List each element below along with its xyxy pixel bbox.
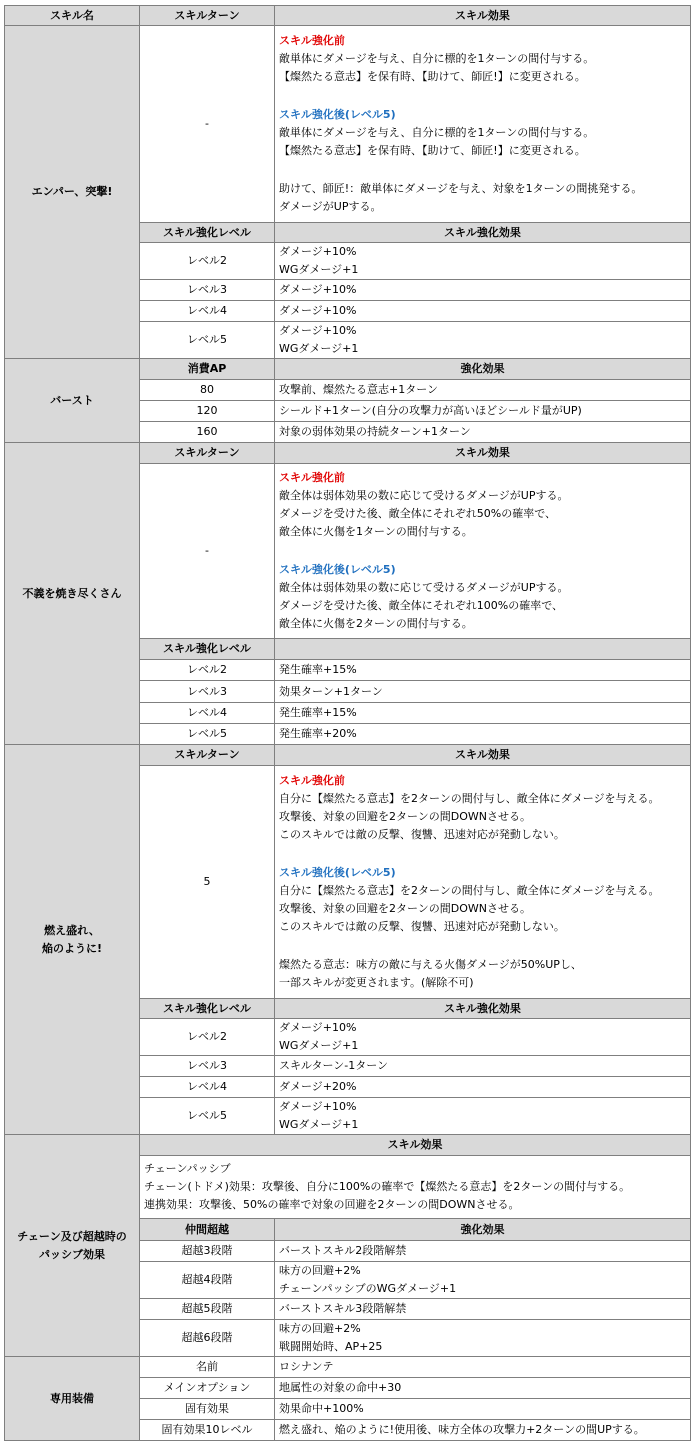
skill2-level-effect: 発生確率+15%	[275, 660, 691, 681]
skill2-name: 不義を焼き尽くさん	[5, 443, 140, 745]
skill1-sub-h1: スキル強化レベル	[140, 223, 275, 243]
skill3-name-line: 焔のように!	[41, 941, 103, 955]
equip-name: 専用装備	[5, 1357, 140, 1441]
skill3-level-effect: ダメージ+20%	[275, 1077, 691, 1098]
skill1-level-effect: ダメージ+10%	[275, 280, 691, 301]
skill1-after-line: 【燦然たる意志】を保有時、【助けて、師匠!】に変更される。	[279, 144, 586, 157]
skill1-before-line: 敵単体にダメージを与え、自分に標的を1ターンの間付与する。	[279, 52, 595, 65]
skill3-level: レベル2	[140, 1019, 275, 1056]
skill1-level: レベル4	[140, 301, 275, 322]
transcend-level: 超越4段階	[140, 1262, 275, 1299]
skill3-name	[5, 745, 140, 1135]
skill3-after-line: このスキルでは敵の反撃、復讐、迅速対応が発動しない。	[279, 920, 565, 933]
header-skill-turn: スキルターン	[140, 6, 275, 26]
skill1-sub-h2: スキル強化効果	[275, 223, 691, 243]
skill2-before-line: ダメージを受けた後、敵全体にそれぞれ50%の確率で、	[279, 507, 557, 520]
transcend-h2: 強化効果	[275, 1219, 691, 1241]
transcend-effect: バーストスキル2段階解禁	[275, 1241, 691, 1262]
burst-ap: 160	[140, 422, 275, 443]
skill2-h-turn: スキルターン	[140, 443, 275, 464]
effect-line: チェーンパッシブのWGダメージ+1	[279, 1282, 457, 1295]
skill1-name: エンパー、突撃!	[5, 26, 140, 359]
transcend-h1: 仲間超越	[140, 1219, 275, 1241]
burst-effect: 攻撃前、燦然たる意志+1ターン	[275, 380, 691, 401]
chain-name-line: パッシブ効果	[39, 1247, 105, 1261]
skill3-level-effect: スキルターン-1ターン	[275, 1056, 691, 1077]
skill1-effect	[275, 26, 691, 223]
burst-h2: 強化効果	[275, 359, 691, 380]
transcend-effect	[275, 1320, 691, 1357]
transcend-level: 超越5段階	[140, 1299, 275, 1320]
chain-header-row	[5, 1135, 691, 1156]
effect-line: WGダメージ+1	[279, 1039, 359, 1052]
skill1-level: レベル5	[140, 322, 275, 359]
effect-line: 戦闘開始時、AP+25	[279, 1340, 383, 1353]
transcend-level: 超越6段階	[140, 1320, 275, 1357]
header-skill-effect: スキル効果	[275, 6, 691, 26]
effect-line: WGダメージ+1	[279, 1118, 359, 1131]
burst-name: バースト	[5, 359, 140, 443]
chain-name	[5, 1135, 140, 1357]
skill3-level: レベル5	[140, 1098, 275, 1135]
skill3-after-label: スキル強化後(レベル5)	[279, 866, 396, 879]
burst-effect: シールド+1ターン(自分の攻撃力が高いほどシールド量がUP)	[275, 401, 691, 422]
skill3-header-row	[5, 745, 691, 766]
equip-row	[5, 1357, 691, 1378]
equip-value: 燃え盛れ、焔のように!使用後、味方全体の攻撃力+2ターンの間UPする。	[275, 1420, 691, 1441]
effect-line: WGダメージ+1	[279, 263, 359, 276]
skill2-sub-h1: スキル強化レベル	[140, 639, 275, 660]
skill2-before-line: 敵全体は弱体効果の数に応じて受けるダメージがUPする。	[279, 489, 569, 502]
skill2-level-effect: 発生確率+15%	[275, 703, 691, 724]
skill2-after-line: ダメージを受けた後、敵全体にそれぞれ100%の確率で、	[279, 599, 564, 612]
chain-name-line: チェーン及び超越時の	[17, 1229, 127, 1243]
effect-line: 味方の回避+2%	[279, 1322, 361, 1335]
skill2-before-line: 敵全体に火傷を1ターンの間付与する。	[279, 525, 473, 538]
skill3-level-effect	[275, 1098, 691, 1135]
skill3-turn: 5	[140, 766, 275, 999]
skill2-effect	[275, 464, 691, 639]
chain-line: チェーンパッシブ	[144, 1162, 231, 1175]
skill1-turn: -	[140, 26, 275, 223]
skill2-h-eff: スキル効果	[275, 443, 691, 464]
effect-line: ダメージ+10%	[279, 245, 357, 258]
equip-value: 地属性の対象の命中+30	[275, 1378, 691, 1399]
skill3-before-label: スキル強化前	[279, 774, 345, 787]
transcend-effect: バーストスキル3段階解禁	[275, 1299, 691, 1320]
skill3-sub-h2: スキル強化効果	[275, 999, 691, 1019]
skill3-extra-line: 燦然たる意志：味方の敵に与える火傷ダメージが50%UPし、	[279, 958, 582, 971]
skill3-h-turn: スキルターン	[140, 745, 275, 766]
skill3-before-line: 自分に【燦然たる意志】を2ターンの間付与し、敵全体にダメージを与える。	[279, 792, 660, 805]
skill1-extra-line: 助けて、師匠!：敵単体にダメージを与え、対象を1ターンの間挑発する。	[279, 182, 643, 195]
skill1-level-effect	[275, 322, 691, 359]
transcend-effect	[275, 1262, 691, 1299]
skill2-after-line: 敵全体に火傷を2ターンの間付与する。	[279, 617, 473, 630]
skill3-level: レベル3	[140, 1056, 275, 1077]
equip-value: ロシナンテ	[275, 1357, 691, 1378]
skill3-sub-h1: スキル強化レベル	[140, 999, 275, 1019]
skill2-before-label: スキル強化前	[279, 471, 345, 484]
header-skill-name: スキル名	[5, 6, 140, 26]
skill3-extra-line: 一部スキルが変更されます。(解除不可)	[279, 976, 474, 989]
burst-ap: 80	[140, 380, 275, 401]
burst-header-row	[5, 359, 691, 380]
skill1-after-line: 敵単体にダメージを与え、自分に標的を1ターンの間付与する。	[279, 126, 595, 139]
skill2-header-row	[5, 443, 691, 464]
skill1-after-label: スキル強化後(レベル5)	[279, 108, 396, 121]
skill2-after-label: スキル強化後(レベル5)	[279, 563, 396, 576]
skill3-before-line: このスキルでは敵の反撃、復讐、迅速対応が発動しない。	[279, 828, 565, 841]
effect-line: ダメージ+10%	[279, 1021, 357, 1034]
equip-value: 効果命中+100%	[275, 1399, 691, 1420]
skill3-name-line: 燃え盛れ、	[44, 923, 100, 937]
equip-key: メインオプション	[140, 1378, 275, 1399]
skill1-level-effect	[275, 243, 691, 280]
skill3-before-line: 攻撃後、対象の回避を2ターンの間DOWNさせる。	[279, 810, 532, 823]
skill1-before-line: 【燦然たる意志】を保有時、【助けて、師匠!】に変更される。	[279, 70, 586, 83]
skill2-level: レベル3	[140, 681, 275, 703]
burst-ap: 120	[140, 401, 275, 422]
skill1-extra-line: ダメージがUPする。	[279, 200, 382, 213]
chain-h-eff: スキル効果	[140, 1135, 691, 1156]
skill2-turn: -	[140, 464, 275, 639]
skill1-main-row	[5, 26, 691, 223]
skill1-level: レベル3	[140, 280, 275, 301]
chain-line: チェーン(トドメ)効果：攻撃後、自分に100%の確率で【燦然たる意志】を2ターンの間付与する。	[144, 1180, 631, 1193]
effect-line: 味方の回避+2%	[279, 1264, 361, 1277]
equip-key: 固有効果	[140, 1399, 275, 1420]
skill2-level-effect: 発生確率+20%	[275, 724, 691, 745]
effect-line: ダメージ+10%	[279, 1100, 357, 1113]
equip-key: 名前	[140, 1357, 275, 1378]
skill2-sub-h2	[275, 639, 691, 660]
skill3-level: レベル4	[140, 1077, 275, 1098]
skill2-after-line: 敵全体は弱体効果の数に応じて受けるダメージがUPする。	[279, 581, 569, 594]
skill1-level-effect: ダメージ+10%	[275, 301, 691, 322]
table-header-row	[5, 6, 691, 26]
skill3-after-line: 自分に【燦然たる意志】を2ターンの間付与し、敵全体にダメージを与える。	[279, 884, 660, 897]
skill2-level: レベル4	[140, 703, 275, 724]
burst-effect: 対象の弱体効果の持続ターン+1ターン	[275, 422, 691, 443]
skill2-level: レベル5	[140, 724, 275, 745]
skill3-h-eff: スキル効果	[275, 745, 691, 766]
effect-line: WGダメージ+1	[279, 342, 359, 355]
skill1-before-label: スキル強化前	[279, 34, 345, 47]
chain-line: 連携効果：攻撃後、50%の確率で対象の回避を2ターンの間DOWNさせる。	[144, 1198, 520, 1211]
transcend-level: 超越3段階	[140, 1241, 275, 1262]
skill2-level: レベル2	[140, 660, 275, 681]
skill2-level-effect: 効果ターン+1ターン	[275, 681, 691, 703]
skill3-level-effect	[275, 1019, 691, 1056]
skill1-level: レベル2	[140, 243, 275, 280]
equip-key: 固有効果10レベル	[140, 1420, 275, 1441]
skill3-after-line: 攻撃後、対象の回避を2ターンの間DOWNさせる。	[279, 902, 532, 915]
effect-line: ダメージ+10%	[279, 324, 357, 337]
burst-h1: 消費AP	[140, 359, 275, 380]
skill3-effect	[275, 766, 691, 999]
skill-table	[4, 5, 691, 1441]
chain-passive-effect	[140, 1156, 691, 1219]
